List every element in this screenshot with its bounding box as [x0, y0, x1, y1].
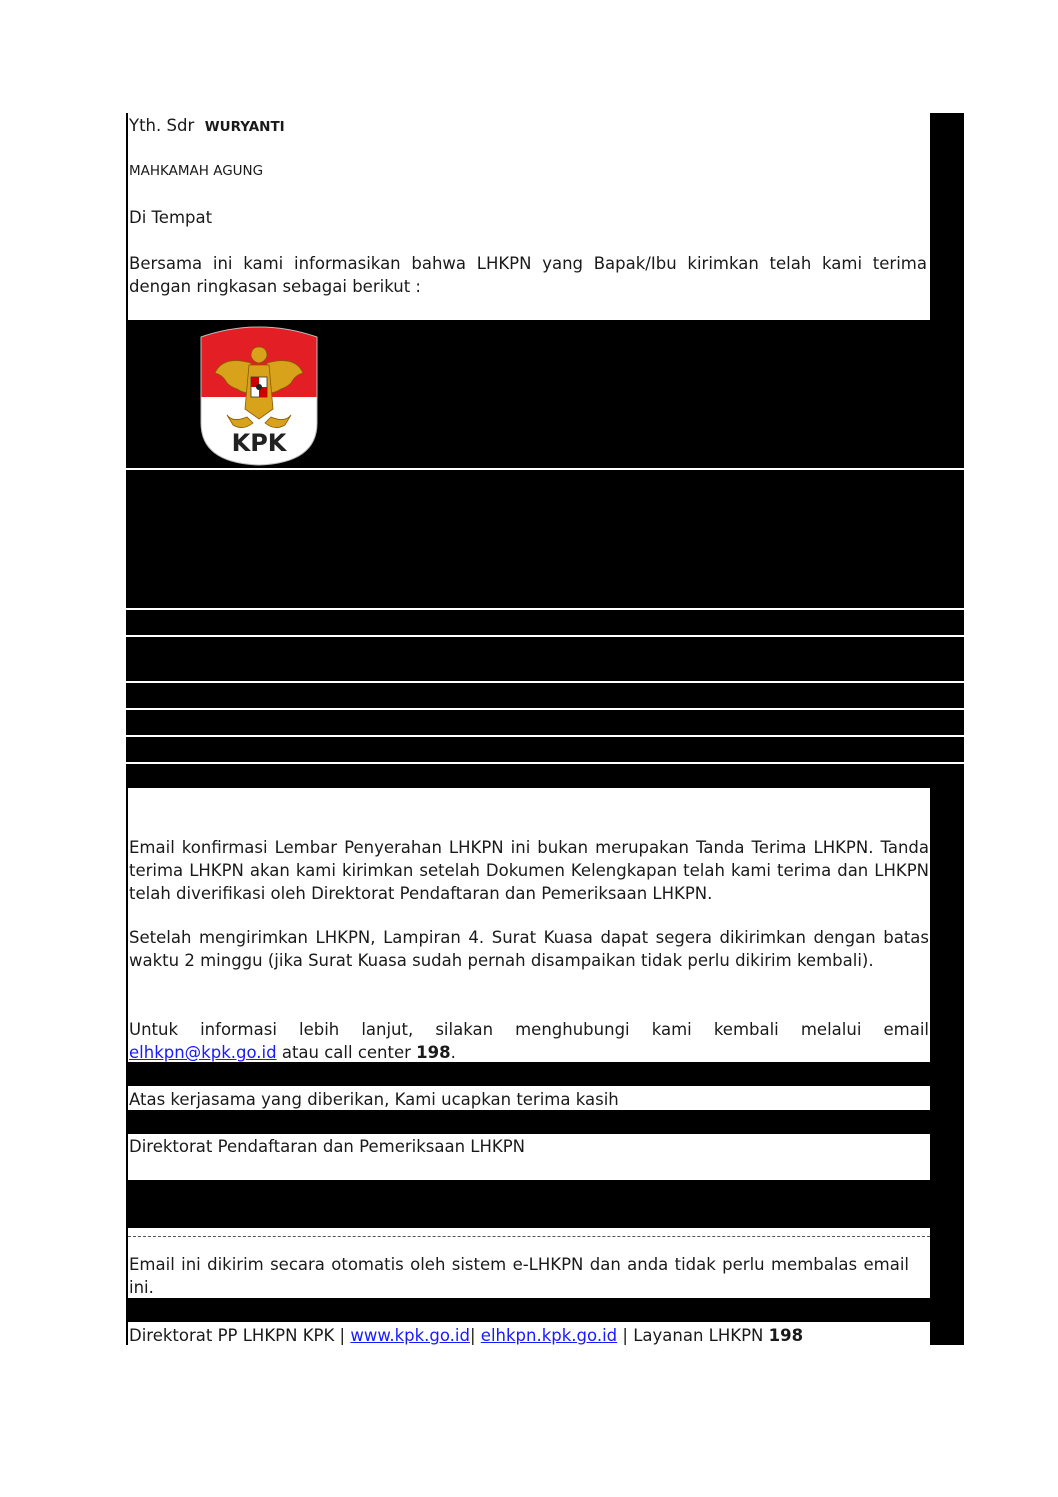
location: Di Tempat [129, 208, 213, 227]
separator-bar [126, 1062, 964, 1086]
redacted-row [126, 710, 964, 735]
thanks-line: Atas kerjasama yang diberikan, Kami ucapkan terima kasih [129, 1090, 619, 1109]
separator-bar [126, 1180, 964, 1228]
institution: MAHKAMAH AGUNG [129, 163, 264, 179]
logo-text: KPK [231, 429, 287, 457]
contact-end: . [450, 1043, 456, 1062]
contact-paragraph [129, 1018, 929, 1064]
footer-org: Direktorat PP LHKPN KPK [129, 1326, 335, 1345]
redacted-row [126, 610, 964, 635]
contact-middle: atau call center [281, 1043, 411, 1062]
signature-line: Direktorat Pendaftaran dan Pemeriksaan LHKPN [129, 1137, 526, 1156]
service-label: Layanan LHKPN [633, 1326, 764, 1345]
redacted-row [126, 637, 964, 681]
redacted-summary-block [126, 470, 964, 608]
separator-bar [126, 1298, 964, 1322]
greeting-prefix: Yth. Sdr [129, 116, 195, 135]
footer-separator: | [339, 1326, 346, 1345]
redacted-row [126, 737, 964, 762]
recipient-name: WURYANTI [204, 119, 285, 135]
footer-separator: | [622, 1326, 628, 1345]
greeting-line [129, 114, 285, 139]
contact-number: 198 [416, 1043, 451, 1062]
kpk-website-link[interactable]: www.kpk.go.id [350, 1326, 470, 1345]
separator-bar [126, 1110, 964, 1134]
intro-paragraph: Bersama ini kami informasikan bahwa LHKPN yang Bapak/Ibu kirimkan telah kami terima dengan ringkasan sebagai berikut : [129, 254, 927, 296]
elhkpn-website-link[interactable]: elhkpn.kpk.go.id [480, 1326, 618, 1345]
auto-notice: Email ini dikirim secara otomatis oleh sistem e-LHKPN dan anda tidak perlu membalas email ini. [129, 1255, 909, 1297]
dashed-divider [128, 1236, 930, 1238]
contact-prefix: Untuk informasi lebih lanjut, silakan menghubungi kami kembali melalui email [129, 1020, 929, 1039]
redacted-row [126, 764, 964, 788]
garuda-emblem-icon [193, 323, 325, 467]
contact-email-link[interactable]: elhkpn@kpk.go.id [129, 1043, 277, 1062]
redacted-row [126, 683, 964, 708]
kpk-logo [193, 323, 325, 467]
body-paragraph-1: Email konfirmasi Lembar Penyerahan LHKPN ini bukan merupakan Tanda Terima LHKPN. Tanda terima LHKPN akan kami kirimkan setelah Dokumen Kelengkapan telah kami terima dan LHKPN telah diverifikasi oleh Direktorat Pendaftaran dan Pemeriksaan LHKPN. [129, 838, 929, 903]
body-paragraph-2: Setelah mengirimkan LHKPN, Lampiran 4. Surat Kuasa dapat segera dikirimkan dengan batas waktu 2 minggu (jika Surat Kuasa sudah pernah disampaikan tidak perlu dikirim kembali). [129, 928, 929, 970]
service-number: 198 [768, 1326, 804, 1345]
footer-line [129, 1324, 803, 1347]
footer-separator: | [469, 1326, 476, 1345]
